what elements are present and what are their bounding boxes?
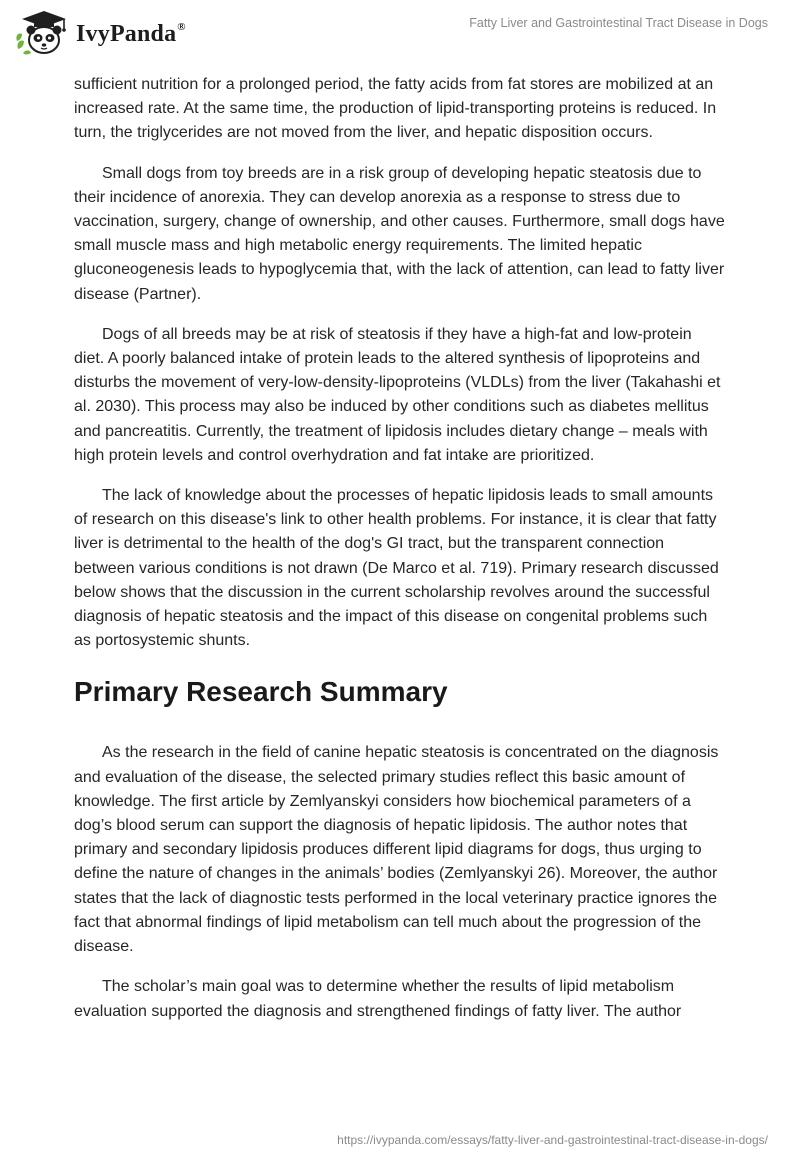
essay-body xyxy=(74,73,726,1040)
paragraph: sufficient nutrition for a prolonged period, the fatty acids from fat stores are mobilized at an increased rate. At the same time, the production of lipid-transporting proteins is reduced. In turn, the triglycerides are not moved from the liver, and hepatic disposition occurs. xyxy=(74,76,717,142)
paragraph: Dogs of all breeds may be at risk of steatosis if they have a high-fat and low-protein diet. A poorly balanced intake of protein leads to the altered synthesis of lipoproteins and disturbs the movement of very-low-density-lipoproteins (VLDLs) from the liver (Takahashi et al. 2030). This process may also be induced by other conditions such as diabetes mellitus and pancreatitis. Currently, the treatment of lipidosis includes dietary change – meals with high protein levels and control overhydration and fat intake are prioritized. xyxy=(74,325,721,464)
page-header xyxy=(0,0,800,64)
paragraph: The lack of knowledge about the processes of hepatic lipidosis leads to small amounts of research on this disease's link to other health problems. For instance, it is clear that fatty liver is detrimental to the health of the dog's GI tract, but the transparent connection between various conditions is not drawn (De Marco et al. 719). Primary research discussed below shows that the discussion in the current scholarship revolves around the successful diagnosis of hepatic steatosis and the impact of this disease on congenital problems such as portosystemic shunts. xyxy=(74,487,719,650)
paragraph: As the research in the field of canine hepatic steatosis is concentrated on the diagnosis and evaluation of the disease, the selected primary studies reflect this basic amount of knowledge. The first article by Zemlyanskyi considers how biochemical parameters of a dog’s blood serum can support the diagnosis of hepatic lipidosis. The author notes that primary and secondary lipidosis produces different lipid diagrams for dogs, thus urging to define the nature of changes in the animals’ bodies (Zemlyanskyi 26). Moreover, the author states that the lack of diagnostic tests performed in the local veterinary practice ignores the fact that abnormal findings of lipid metabolism can tell much about the progression of the disease. xyxy=(74,744,719,956)
panda-graduate-icon xyxy=(14,9,74,57)
source-url[interactable]: https://ivypanda.com/essays/fatty-liver-and-gastrointestinal-tract-disease-in-dogs/ xyxy=(337,1133,768,1147)
logo-wordmark: IvyPanda® xyxy=(76,20,186,47)
section-heading: Primary Research Summary xyxy=(74,676,448,708)
ivypanda-logo[interactable] xyxy=(14,9,186,57)
paragraph: Small dogs from toy breeds are in a risk group of developing hepatic steatosis due to their incidence of anorexia. They can develop anorexia as a response to stress due to vaccination, surgery, change of ownership, and other causes. Furthermore, small dogs have small muscle mass and high metabolic energy requirements. The limited hepatic gluconeogenesis leads to hypoglycemia that, with the lack of attention, can lead to fatty liver disease (Partner). xyxy=(74,164,725,303)
document-title: Fatty Liver and Gastrointestinal Tract Disease in Dogs xyxy=(469,16,768,30)
paragraph: The scholar’s main goal was to determine whether the results of lipid metabolism evaluation supported the diagnosis and strengthened findings of fatty liver. The author xyxy=(74,978,682,1020)
